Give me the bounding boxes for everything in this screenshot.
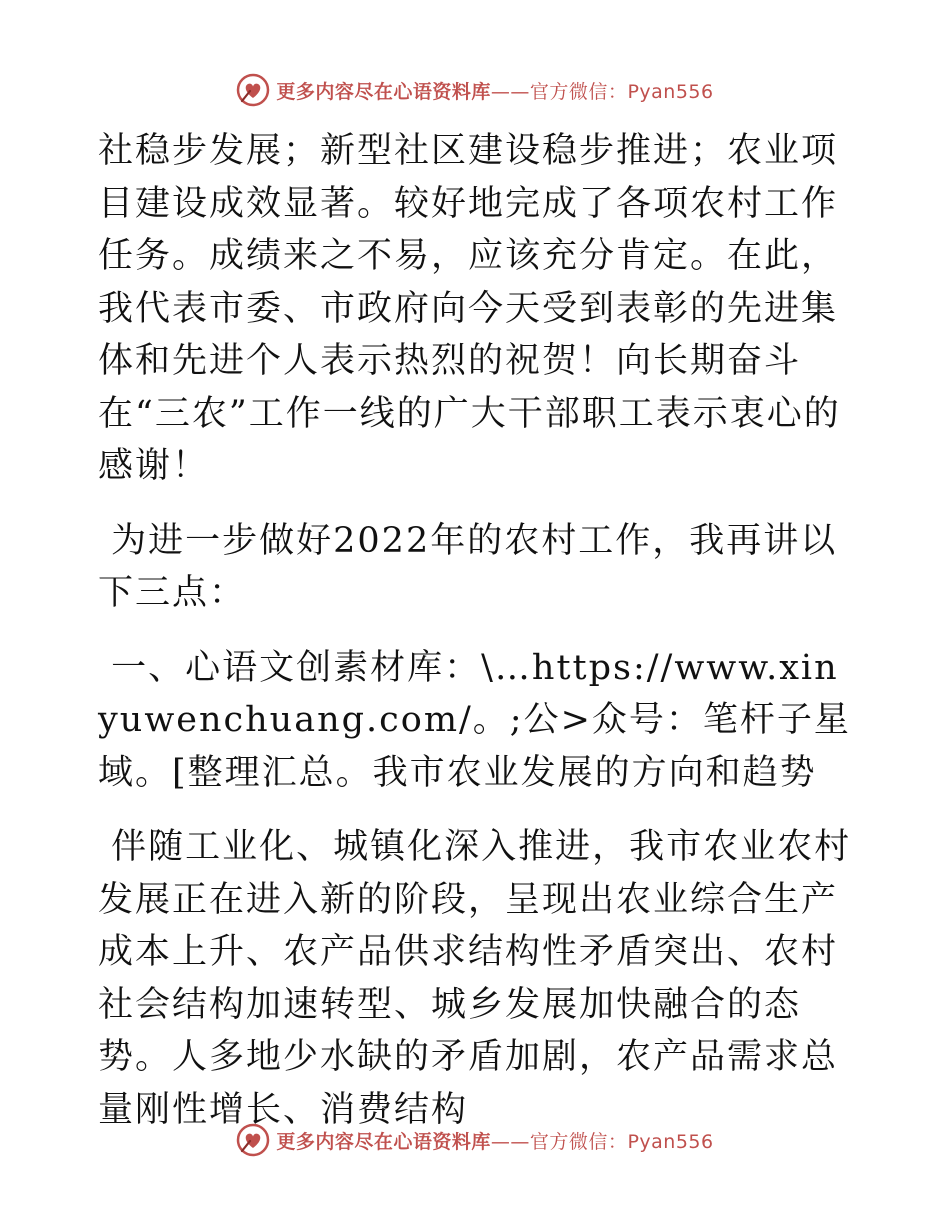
- footer-wechat-id: Pyan556: [627, 1130, 714, 1153]
- paragraph-3: 一、心语文创素材库：\…https://www.xinyuwenchuang.com/。;公>众号：笔杆子星域。[整理汇总。我市农业发展的方向和趋势: [98, 647, 851, 793]
- document-body: [98, 125, 852, 1136]
- paragraph-1: 社稳步发展；新型社区建设稳步推进；农业项目建设成效显著。较好地完成了各项农村工作任务。成绩来之不易，应该充分肯定。在此，我代表市委、市政府向今天受到表彰的先进集体和先进个人表示热烈的祝贺！向长期奋斗在“三农”工作一线的广大干部职工表示衷心的感谢！: [98, 131, 841, 486]
- paragraph-2: 为进一步做好2022年的农村工作，我再讲以下三点：: [98, 520, 838, 613]
- header-wechat-label: 官方微信：: [529, 80, 628, 103]
- footer-banner: [0, 1120, 950, 1160]
- footer-banner-text: [276, 1127, 713, 1154]
- header-dash: ——: [490, 80, 530, 103]
- header-brand-text: 更多内容尽在心语资料库: [276, 80, 491, 103]
- heart-quill-logo-icon: [236, 73, 270, 107]
- footer-wechat-label: 官方微信：: [529, 1130, 628, 1153]
- heart-quill-logo-icon: [236, 1123, 270, 1157]
- header-banner-text: [276, 77, 713, 104]
- paragraph-4: 伴随工业化、城镇化深入推进，我市农业农村发展正在进入新的阶段，呈现出农业综合生产成本上升、农产品供求结构性矛盾突出、农村社会结构加速转型、城乡发展加快融合的态势。人多地少水缺的矛盾加剧，农产品需求总量刚性增长、消费结构: [98, 827, 852, 1130]
- header-wechat-id: Pyan556: [627, 80, 714, 103]
- header-banner: [0, 70, 950, 110]
- footer-brand-text: 更多内容尽在心语资料库: [276, 1130, 491, 1153]
- footer-dash: ——: [490, 1130, 530, 1153]
